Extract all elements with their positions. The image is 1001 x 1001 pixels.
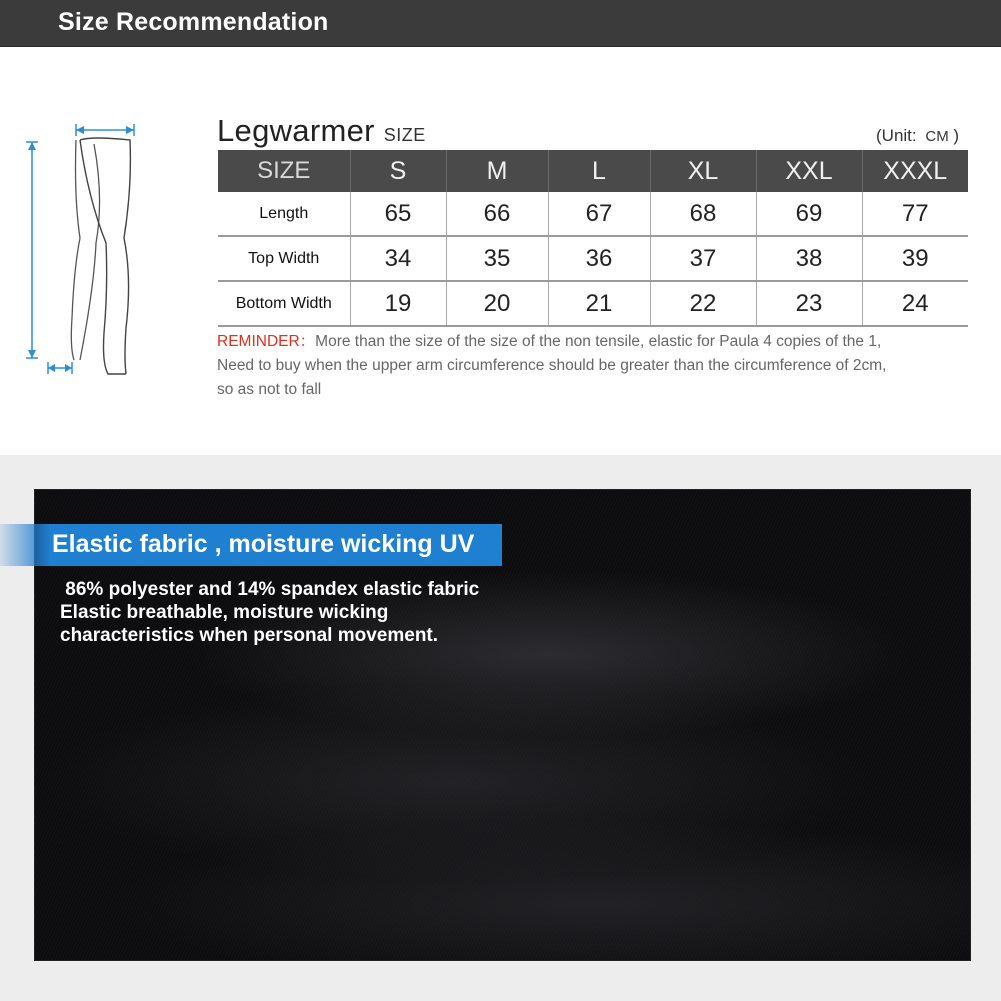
column-header: XXL — [756, 150, 862, 192]
row-label: Length — [218, 192, 350, 236]
row-label: Bottom Width — [218, 281, 350, 326]
table-header-row — [218, 150, 968, 192]
table-cell: 22 — [650, 281, 756, 326]
table-cell: 20 — [446, 281, 548, 326]
page-title: Size Recommendation — [58, 8, 329, 36]
column-header: M — [446, 150, 548, 192]
unit-prefix: (Unit: — [876, 126, 917, 145]
table-cell: 19 — [350, 281, 446, 326]
table-cell: 34 — [350, 236, 446, 281]
table-cell: 36 — [548, 236, 650, 281]
unit-label — [876, 126, 959, 146]
fabric-banner — [0, 524, 502, 566]
size-table — [218, 150, 968, 327]
column-header: XL — [650, 150, 756, 192]
chart-title-main: Legwarmer — [217, 113, 375, 148]
table-cell: 35 — [446, 236, 548, 281]
reminder-line-2: Need to buy when the upper arm circumference should be greater than the circumference of 2cm, — [217, 357, 887, 374]
table-cell: 38 — [756, 236, 862, 281]
table-row — [218, 281, 968, 326]
fabric-description — [60, 578, 580, 647]
chart-title — [217, 113, 426, 149]
table-cell: 69 — [756, 192, 862, 236]
reminder-text — [217, 330, 977, 402]
legwarmer-illustration — [14, 118, 174, 388]
table-cell: 67 — [548, 192, 650, 236]
column-header: L — [548, 150, 650, 192]
legwarmer-diagram-icon — [14, 118, 174, 388]
column-header: SIZE — [218, 150, 350, 192]
chart-title-suffix: SIZE — [383, 125, 426, 145]
table-cell: 37 — [650, 236, 756, 281]
fabric-line: 86% polyester and 14% spandex elastic fabric — [60, 579, 480, 600]
table-cell: 68 — [650, 192, 756, 236]
table-cell: 39 — [862, 236, 968, 281]
table-cell: 24 — [862, 281, 968, 326]
column-header: S — [350, 150, 446, 192]
unit-value: CM — [925, 128, 949, 145]
fabric-banner-label: Elastic fabric , moisture wicking UV — [52, 530, 475, 558]
table-cell: 66 — [446, 192, 548, 236]
header-bar — [0, 0, 1001, 47]
reminder-tag: REMINDER： — [217, 333, 316, 350]
row-label: Top Width — [218, 236, 350, 281]
table-row — [218, 192, 968, 236]
table-cell: 65 — [350, 192, 446, 236]
table-row — [218, 236, 968, 281]
table-cell: 23 — [756, 281, 862, 326]
table-cell: 77 — [862, 192, 968, 236]
unit-suffix: ) — [953, 126, 960, 145]
fabric-line: Elastic breathable, moisture wicking — [60, 602, 389, 623]
column-header: XXXL — [862, 150, 968, 192]
reminder-line-3: so as not to fall — [217, 381, 322, 398]
table-cell: 21 — [548, 281, 650, 326]
fabric-line: characteristics when personal movement. — [60, 625, 439, 646]
reminder-line-1: More than the size of the size of the non tensile, elastic for Paula 4 copies of the 1, — [315, 333, 882, 350]
